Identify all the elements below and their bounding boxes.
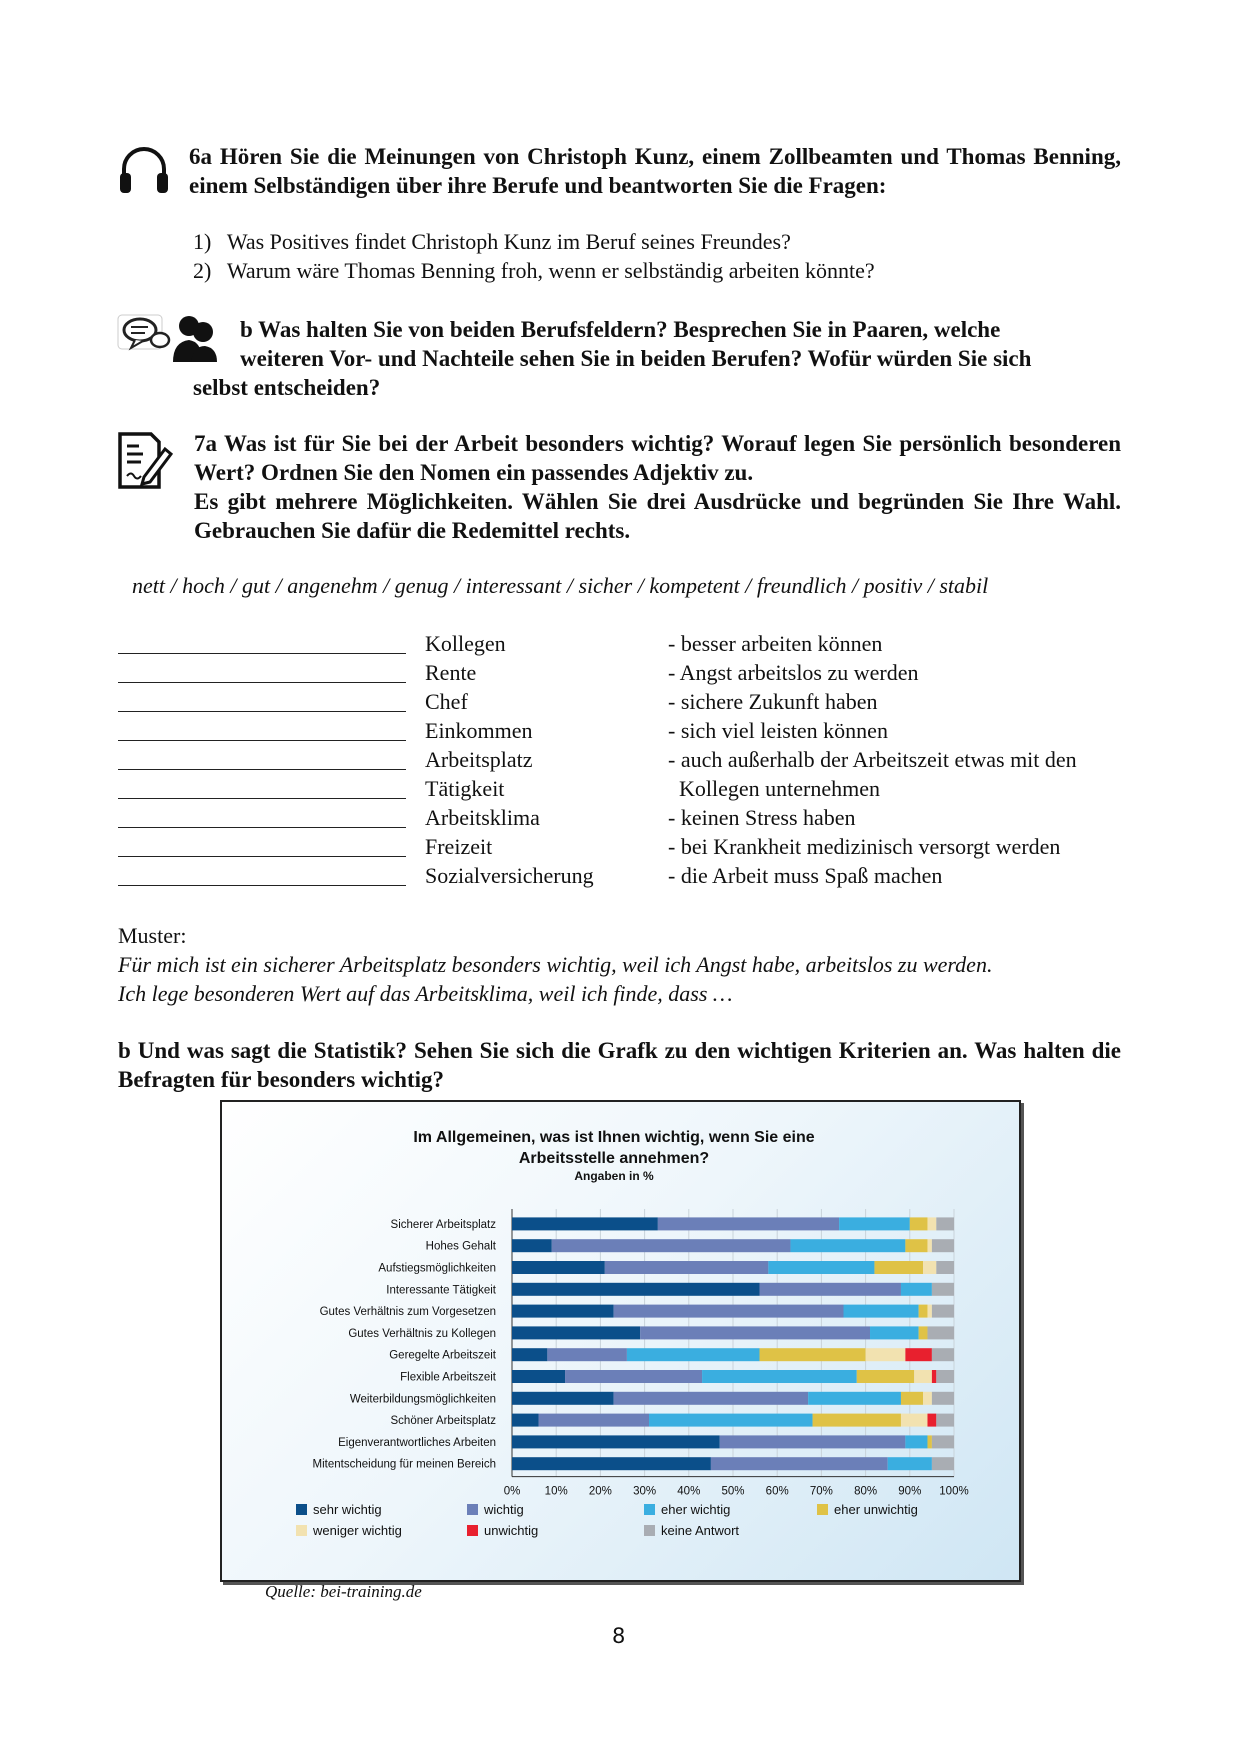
legend-swatch bbox=[296, 1504, 307, 1515]
answer-blank[interactable] bbox=[118, 769, 406, 770]
category-label: Gutes Verhältnis zum Vorgesetzen bbox=[319, 1306, 496, 1319]
bar-segment bbox=[932, 1348, 954, 1361]
bar-segment bbox=[932, 1370, 936, 1383]
answer-blank[interactable] bbox=[118, 740, 406, 741]
bar-segment bbox=[512, 1457, 711, 1470]
matching-row bbox=[118, 805, 1148, 834]
bar-segment bbox=[901, 1414, 928, 1427]
category-label: Geregelte Arbeitszeit bbox=[389, 1349, 496, 1362]
bar-segment bbox=[905, 1435, 927, 1448]
bar-segment bbox=[844, 1305, 919, 1318]
chart-x-tick-labels bbox=[504, 1486, 969, 1498]
answer-blank[interactable] bbox=[118, 711, 406, 712]
reason: - sichere Zukunft haben bbox=[668, 689, 878, 714]
x-tick-label: 90% bbox=[898, 1485, 922, 1498]
bar-segment bbox=[512, 1326, 640, 1339]
bar-segment bbox=[927, 1326, 954, 1339]
x-tick-label: 70% bbox=[809, 1485, 833, 1498]
reason: - Angst arbeitslos zu werden bbox=[668, 660, 919, 685]
noun: Rente bbox=[425, 660, 477, 685]
bar-segment bbox=[720, 1435, 906, 1448]
bar-segment bbox=[512, 1283, 760, 1296]
answer-blank[interactable] bbox=[118, 856, 406, 857]
noun: Kollegen bbox=[425, 631, 506, 656]
reason: - besser arbeiten können bbox=[668, 631, 883, 656]
matching-row bbox=[118, 747, 1148, 776]
category-label: Schöner Arbeitsplatz bbox=[390, 1415, 496, 1428]
category-label: Weiterbildungsmöglichkeiten bbox=[349, 1393, 496, 1406]
answer-blank[interactable] bbox=[118, 827, 406, 828]
bar-segment bbox=[901, 1392, 923, 1405]
legend-label: sehr wichtig bbox=[313, 1502, 382, 1517]
legend-label: weniger wichtig bbox=[313, 1523, 402, 1538]
chart-title-line-2: Arbeitsstelle annehmen? bbox=[518, 1150, 710, 1167]
bar-segment bbox=[512, 1392, 614, 1405]
noun: Chef bbox=[425, 689, 468, 714]
legend-label: wichtig bbox=[484, 1502, 524, 1517]
reason: - sich viel leisten können bbox=[668, 718, 888, 743]
x-tick-label: 0% bbox=[503, 1485, 521, 1498]
bar-segment bbox=[927, 1414, 936, 1427]
noun: Arbeitsplatz bbox=[425, 747, 533, 772]
bar-segment bbox=[936, 1261, 954, 1274]
bar-segment bbox=[927, 1217, 936, 1230]
bar-segment bbox=[932, 1457, 954, 1470]
bar-segment bbox=[605, 1261, 769, 1274]
chart-title-line-1: Im Allgemeinen, was ist Ihnen wichtig, wenn Sie eine bbox=[413, 1129, 815, 1146]
category-label: Flexible Arbeitszeit bbox=[400, 1371, 496, 1384]
legend-label: keine Antwort bbox=[661, 1523, 740, 1538]
bar-segment bbox=[932, 1392, 954, 1405]
bar-segment bbox=[512, 1370, 565, 1383]
matching-row bbox=[118, 718, 1148, 747]
muster-example-1: Für mich ist ein sicherer Arbeitsplatz besonders wichtig, weil ich Angst habe, arbeitslos zu werden. bbox=[118, 952, 993, 977]
bar-segment bbox=[936, 1217, 954, 1230]
task-7a-instruction-2: Es gibt mehrere Möglichkeiten. Wählen Sie drei Ausdrücke und begründen Sie Ihre Wahl. Gebrauchen Sie dafür die Redemittel rechts. bbox=[194, 489, 1121, 543]
task-7a-instruction: 7a Was ist für Sie bei der Arbeit besonders wichtig? Worauf legen Sie persönlich besonderen Wert? Ordnen Sie den Nomen ein passendes Adjektiv zu. bbox=[194, 431, 1121, 485]
category-label: Aufstiegsmöglichkeiten bbox=[378, 1262, 496, 1275]
legend-swatch bbox=[467, 1525, 478, 1536]
bar-segment bbox=[919, 1305, 928, 1318]
bar-segment bbox=[512, 1217, 658, 1230]
reason: - keinen Stress haben bbox=[668, 805, 856, 830]
bar-segment bbox=[857, 1370, 914, 1383]
matching-row bbox=[118, 631, 1148, 660]
bar-segment bbox=[923, 1392, 932, 1405]
noun: Freizeit bbox=[425, 834, 493, 859]
legend-swatch bbox=[467, 1504, 478, 1515]
question-1: 1) Was Positives findet Christoph Kunz im Beruf seines Freundes? bbox=[193, 229, 791, 254]
bar-segment bbox=[932, 1435, 954, 1448]
noun: Sozialversicherung bbox=[425, 863, 594, 888]
matching-row bbox=[118, 689, 1148, 718]
bar-segment bbox=[927, 1239, 931, 1252]
bar-segment bbox=[512, 1305, 614, 1318]
bar-segment bbox=[768, 1261, 874, 1274]
bar-segment bbox=[760, 1348, 866, 1361]
bar-segment bbox=[658, 1217, 839, 1230]
bar-segment bbox=[927, 1305, 931, 1318]
x-tick-label: 40% bbox=[677, 1485, 701, 1498]
answer-blank[interactable] bbox=[118, 798, 406, 799]
bar-segment bbox=[874, 1261, 923, 1274]
bar-segment bbox=[905, 1239, 927, 1252]
bar-segment bbox=[932, 1239, 954, 1252]
bar-segment bbox=[614, 1392, 808, 1405]
task-6a-instruction: 6a Hören Sie die Meinungen von Christoph Kunz, einem Zollbeamten und Thomas Benning, einem Selbständigen über ihre Berufe und beantworten Sie die Fragen: bbox=[189, 144, 1121, 198]
bar-segment bbox=[936, 1370, 954, 1383]
bar-segment bbox=[512, 1239, 552, 1252]
bar-segment bbox=[923, 1261, 936, 1274]
headphones-icon bbox=[117, 143, 171, 195]
task-6b-line-3: selbst entscheiden? bbox=[193, 375, 381, 400]
bar-segment bbox=[512, 1414, 539, 1427]
chart-category-labels bbox=[313, 1219, 497, 1471]
question-2: 2) Warum wäre Thomas Benning froh, wenn er selbständig arbeiten könnte? bbox=[193, 258, 875, 283]
bar-segment bbox=[790, 1239, 905, 1252]
bar-segment bbox=[870, 1326, 919, 1339]
category-label: Hohes Gehalt bbox=[425, 1240, 496, 1253]
bar-segment bbox=[640, 1326, 870, 1339]
bar-segment bbox=[649, 1414, 813, 1427]
matching-row bbox=[118, 863, 1148, 892]
bar-segment bbox=[914, 1370, 932, 1383]
legend-label: eher wichtig bbox=[661, 1502, 731, 1517]
category-label: Eigenverantwortliches Arbeiten bbox=[338, 1436, 496, 1449]
noun: Tätigkeit bbox=[425, 776, 505, 801]
bar-segment bbox=[927, 1435, 931, 1448]
bar-segment bbox=[760, 1283, 901, 1296]
bar-segment bbox=[512, 1348, 547, 1361]
bar-segment bbox=[936, 1414, 954, 1427]
answer-blank[interactable] bbox=[118, 653, 406, 654]
bar-segment bbox=[627, 1348, 760, 1361]
matching-row bbox=[118, 776, 1148, 805]
reason: - auch außerhalb der Arbeitszeit etwas mit den bbox=[668, 747, 1077, 772]
legend-swatch bbox=[296, 1525, 307, 1536]
reason: - die Arbeit muss Spaß machen bbox=[668, 863, 943, 888]
bar-segment bbox=[905, 1348, 932, 1361]
x-tick-label: 100% bbox=[939, 1485, 969, 1498]
bar-segment bbox=[512, 1261, 605, 1274]
category-label: Sicherer Arbeitsplatz bbox=[390, 1218, 496, 1231]
bar-segment bbox=[512, 1435, 720, 1448]
adjective-list: nett / hoch / gut / angenehm / genug / interessant / sicher / kompetent / freundlich / positiv / stabil bbox=[132, 573, 989, 598]
task-6b-line-1: b Was halten Sie von beiden Berufsfeldern? Besprechen Sie in Paaren, welche bbox=[240, 317, 1001, 342]
chart-canvas bbox=[222, 1102, 1019, 1580]
x-tick-label: 10% bbox=[544, 1485, 568, 1498]
bar-segment bbox=[888, 1457, 932, 1470]
x-tick-label: 50% bbox=[721, 1485, 745, 1498]
bar-segment bbox=[932, 1305, 954, 1318]
muster-example-2: Ich lege besonderen Wert auf das Arbeitsklima, weil ich finde, dass … bbox=[118, 981, 733, 1006]
legend-swatch bbox=[644, 1504, 655, 1515]
noun: Einkommen bbox=[425, 718, 533, 743]
matching-row bbox=[118, 660, 1148, 689]
bar-segment bbox=[547, 1348, 627, 1361]
reason: - bei Krankheit medizinisch versorgt werden bbox=[668, 834, 1061, 859]
bar-segment bbox=[614, 1305, 844, 1318]
bar-segment bbox=[702, 1370, 857, 1383]
bar-segment bbox=[919, 1326, 928, 1339]
bar-segment bbox=[552, 1239, 791, 1252]
bar-segment bbox=[539, 1414, 650, 1427]
legend-label: eher unwichtig bbox=[834, 1502, 918, 1517]
discussion-icon bbox=[117, 312, 221, 366]
legend-swatch bbox=[644, 1525, 655, 1536]
bar-segment bbox=[808, 1392, 901, 1405]
task-6b-line-2: weiteren Vor- und Nachteile sehen Sie in beiden Berufen? Wofür würden Sie sich bbox=[240, 346, 1032, 371]
x-tick-label: 60% bbox=[765, 1485, 789, 1498]
writing-icon bbox=[117, 431, 173, 491]
legend-swatch bbox=[817, 1504, 828, 1515]
bar-segment bbox=[910, 1217, 928, 1230]
legend-label: unwichtig bbox=[484, 1523, 539, 1538]
source-note: Quelle: bei-training.de bbox=[265, 1582, 422, 1601]
bar-segment bbox=[866, 1348, 906, 1361]
task-7b-instruction: b Und was sagt die Statistik? Sehen Sie sich die Grafk zu den wichtigen Kriterien an. Was halten die Befragten für besonders wichtig? bbox=[118, 1038, 1121, 1092]
bar-segment bbox=[565, 1370, 702, 1383]
category-label: Mitentscheidung für meinen Bereich bbox=[312, 1458, 496, 1471]
noun: Arbeitsklima bbox=[425, 805, 540, 830]
answer-blank[interactable] bbox=[118, 885, 406, 886]
page-number: 8 bbox=[612, 1624, 626, 1648]
category-label: Interessante Tätigkeit bbox=[386, 1284, 496, 1297]
category-label: Gutes Verhältnis zu Kollegen bbox=[348, 1327, 496, 1340]
matching-row bbox=[118, 834, 1148, 863]
chart-subtitle: Angaben in % bbox=[574, 1169, 654, 1183]
bar-segment bbox=[813, 1414, 901, 1427]
answer-blank[interactable] bbox=[118, 682, 406, 683]
survey-chart bbox=[220, 1100, 1021, 1582]
bar-segment bbox=[839, 1217, 910, 1230]
reason: Kollegen unternehmen bbox=[668, 776, 880, 801]
chart-legend bbox=[296, 1502, 918, 1538]
bar-segment bbox=[711, 1457, 888, 1470]
bar-segment bbox=[901, 1283, 932, 1296]
x-tick-label: 80% bbox=[854, 1485, 878, 1498]
x-tick-label: 30% bbox=[633, 1485, 657, 1498]
bar-segment bbox=[932, 1283, 954, 1296]
x-tick-label: 20% bbox=[588, 1485, 612, 1498]
muster-label: Muster: bbox=[118, 923, 187, 948]
